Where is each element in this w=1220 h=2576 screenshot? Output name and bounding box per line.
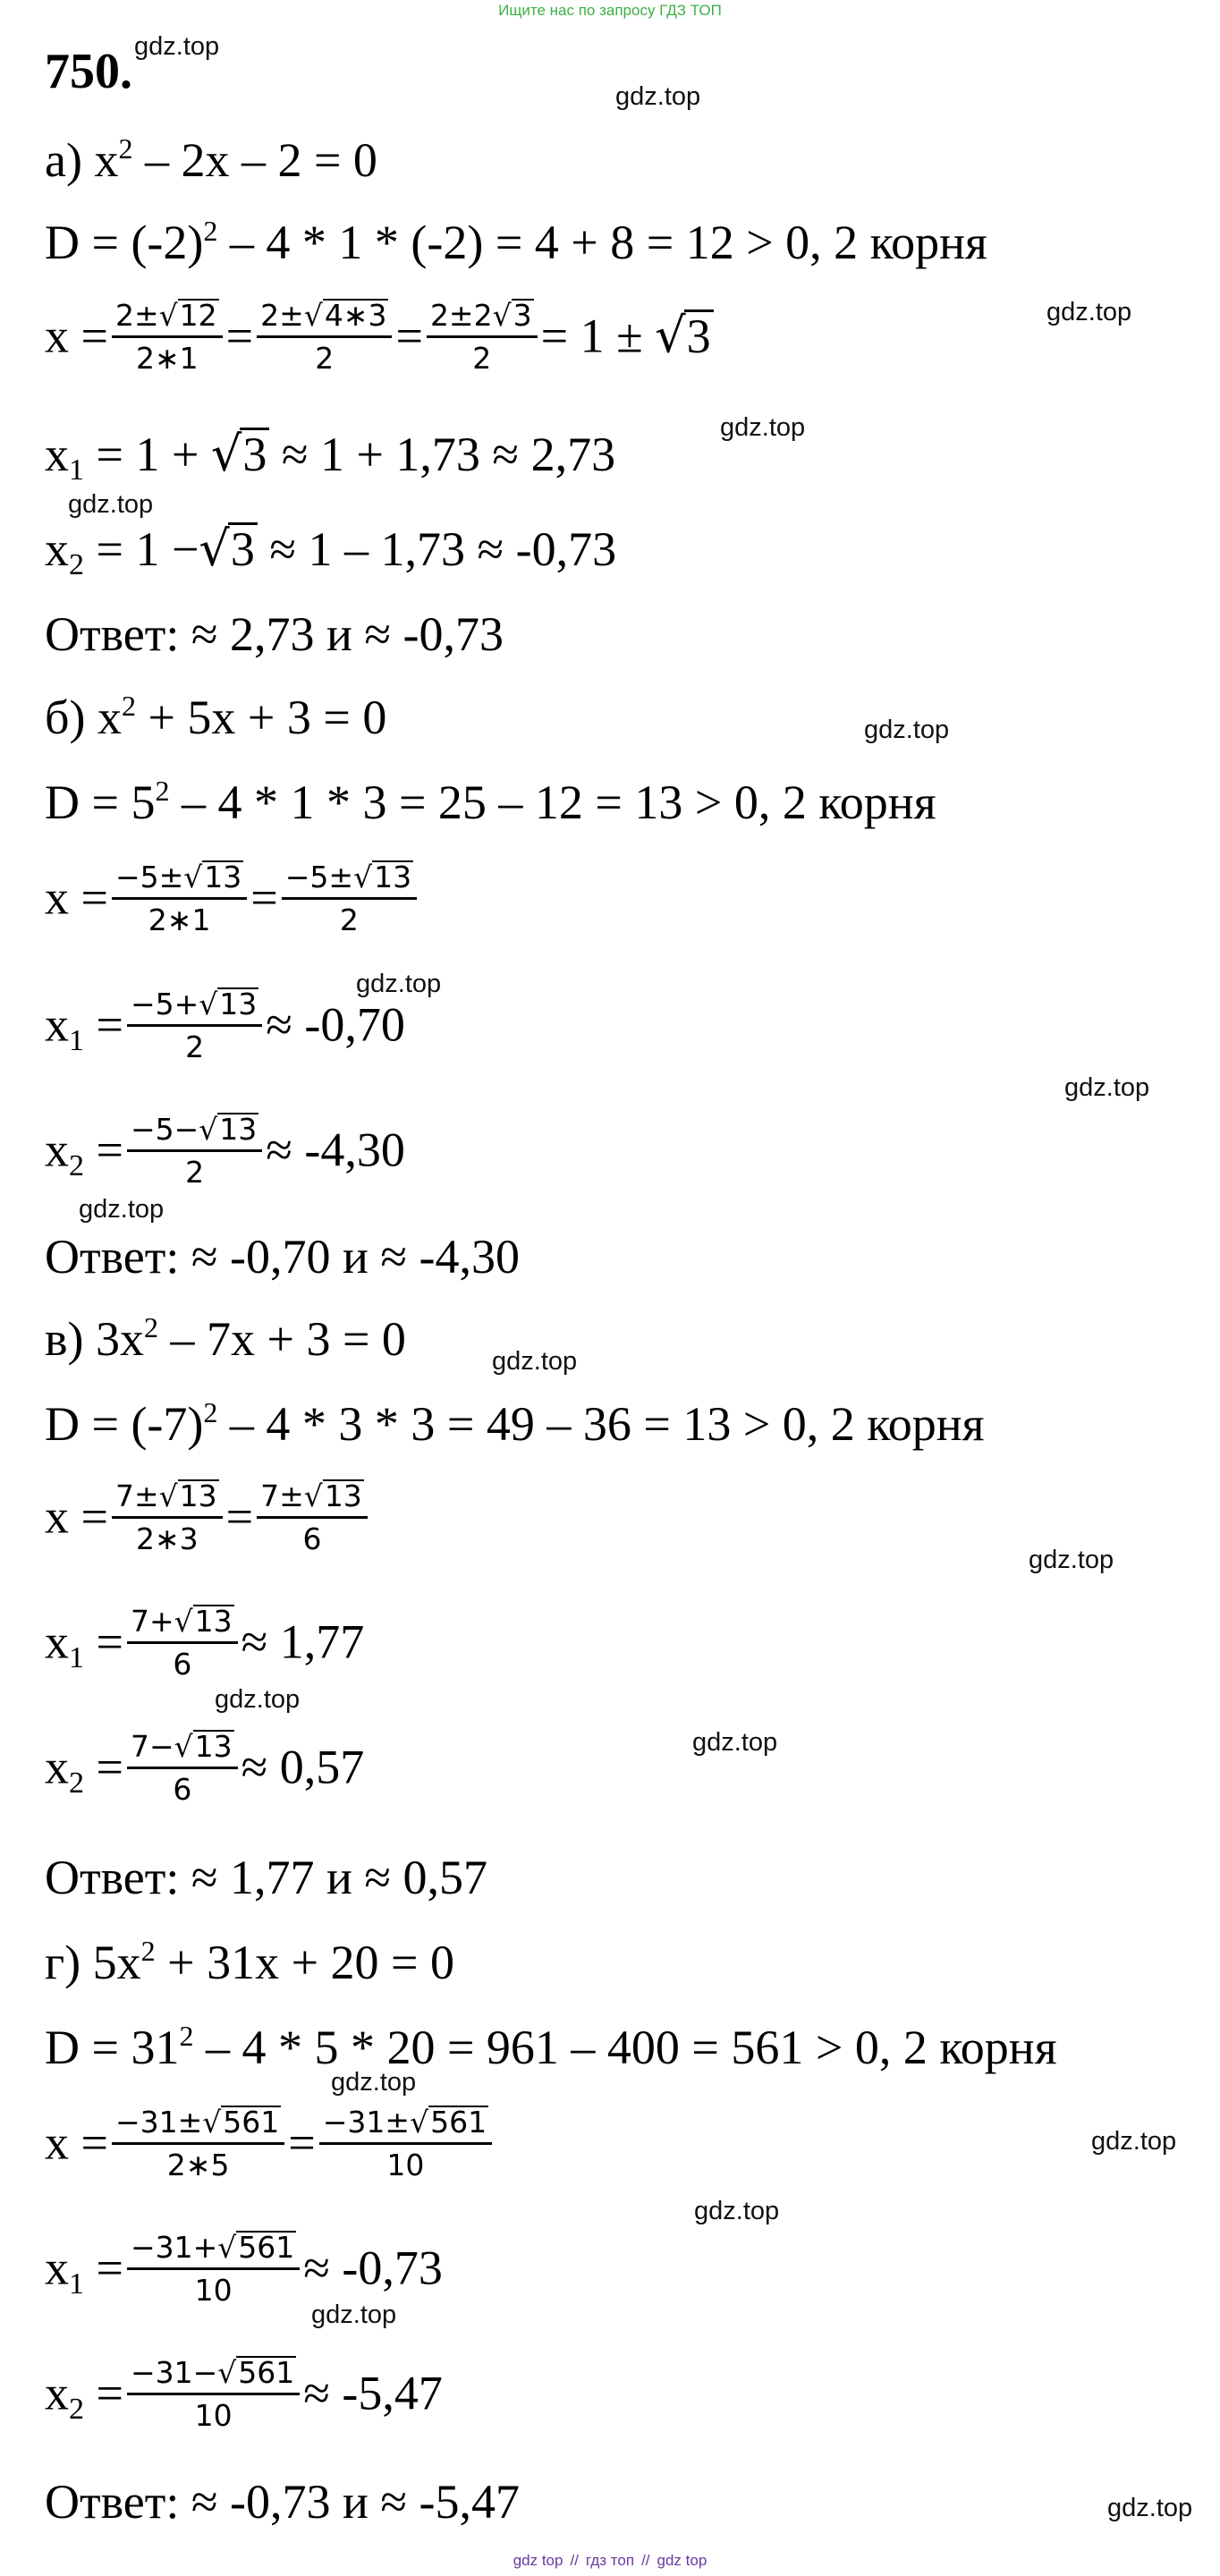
watermark: gdz.top xyxy=(331,2068,417,2097)
watermark: gdz.top xyxy=(492,1347,578,1376)
watermark: gdz.top xyxy=(1107,2494,1193,2522)
b-answer: Ответ: ≈ -0,70 и ≈ -4,30 xyxy=(45,1230,520,1284)
b-equation: б) $x^2 + 5x + 3 = 0$ xyxy=(45,690,387,744)
c-x2: $x_2$ = $\frac{7-√13}{6}$ ≈ 0,57 xyxy=(45,1729,365,1807)
problem-number: 750. xyxy=(45,44,132,99)
d-answer: Ответ: ≈ -0,73 и ≈ -5,47 xyxy=(45,2475,520,2529)
watermark: gdz.top xyxy=(1064,1073,1150,1102)
watermark: gdz.top xyxy=(692,1728,778,1757)
c-answer: Ответ: ≈ 1,77 и ≈ 0,57 xyxy=(45,1851,488,1904)
d-x2: $x_2$ = $\frac{-31-√561}{10}$ ≈ -5,47 xyxy=(45,2355,443,2433)
a-equation: а) $x^2 - 2x - 2 = 0$ xyxy=(45,132,377,187)
d-discriminant: $D = 31^2 - 4 * 5 * 20 = 961 - 400 = 561 > 0$, 2 корня xyxy=(45,2020,1057,2074)
c-roots-formula: x = $\frac{7\pm√13}{2∗3}$ = $\frac{7\pm√13}{6}$ xyxy=(45,1485,371,1559)
d-equation: г) $5x^2 + 31x + 20 = 0$ xyxy=(45,1935,455,1989)
c-discriminant: $D = (-7)^2 - 4 * 3 * 3 = 49 - 36 = 13 > 0$, 2 корня xyxy=(45,1396,985,1451)
a-discriminant: $D = (-2)^2 - 4 * 1 * (-2) = 4 + 8 = 12 > 0$, 2 корня xyxy=(45,215,987,269)
bottom-banner[interactable]: gdz top // гдз топ // gdz top xyxy=(513,2552,707,2569)
watermark: gdz.top xyxy=(1091,2127,1177,2156)
watermark: gdz.top xyxy=(311,2301,397,2329)
watermark: gdz.top xyxy=(720,413,806,442)
b-roots-formula: x = $\frac{-5\pm√13}{2∗1}$ = $\frac{-5\pm√13}{2}$ xyxy=(45,866,420,940)
watermark: gdz.top xyxy=(79,1195,165,1224)
a-x1: $x_1 = 1 + √3 \approx 1 + 1,73 \approx 2,73$ xyxy=(45,426,616,487)
watermark: gdz.top xyxy=(694,2197,780,2225)
b-discriminant: $D = 5^2 - 4 * 1 * 3 = 25 - 12 = 13 > 0$, 2 корня xyxy=(45,775,936,829)
a-answer: Ответ: ≈ 2,73 и ≈ -0,73 xyxy=(45,607,504,661)
watermark: gdz.top xyxy=(134,32,220,61)
a-x2: $x_2 = 1 -√3 \approx 1 - 1,73 \approx -0,73$ xyxy=(45,521,617,581)
watermark: gdz.top xyxy=(1046,298,1132,326)
d-roots-formula: x = $\frac{-31\pm√561}{2∗5}$ = $\frac{-31\pm√561}{10}$ xyxy=(45,2111,496,2185)
c-x1: $x_1$ = $\frac{7+√13}{6}$ ≈ 1,77 xyxy=(45,1604,365,1682)
b-x1: $x_1$ = $\frac{-5+√13}{2}$ ≈ -0,70 xyxy=(45,987,405,1064)
d-x1: $x_1$ = $\frac{-31+√561}{10}$ ≈ -0,73 xyxy=(45,2230,443,2308)
a-roots-formula: x = $\frac{2\pm√12}{2∗1}$ = $\frac{2\pm√4∗3}{2}$ = $\frac{2\pm 2√3}{2}$ = 1 ± √3 xyxy=(45,304,714,378)
top-banner[interactable]: Ищите нас по запросу ГДЗ ТОП xyxy=(498,2,722,19)
watermark: gdz.top xyxy=(215,1685,301,1714)
watermark: gdz.top xyxy=(615,82,701,111)
watermark: gdz.top xyxy=(1029,1546,1114,1574)
watermark: gdz.top xyxy=(68,490,154,519)
c-equation: в) $3x^2 - 7x + 3 = 0$ xyxy=(45,1311,406,1366)
b-x2: $x_2$ = $\frac{-5-√13}{2}$ ≈ -4,30 xyxy=(45,1112,405,1190)
watermark: gdz.top xyxy=(356,970,442,998)
watermark: gdz.top xyxy=(864,716,950,744)
